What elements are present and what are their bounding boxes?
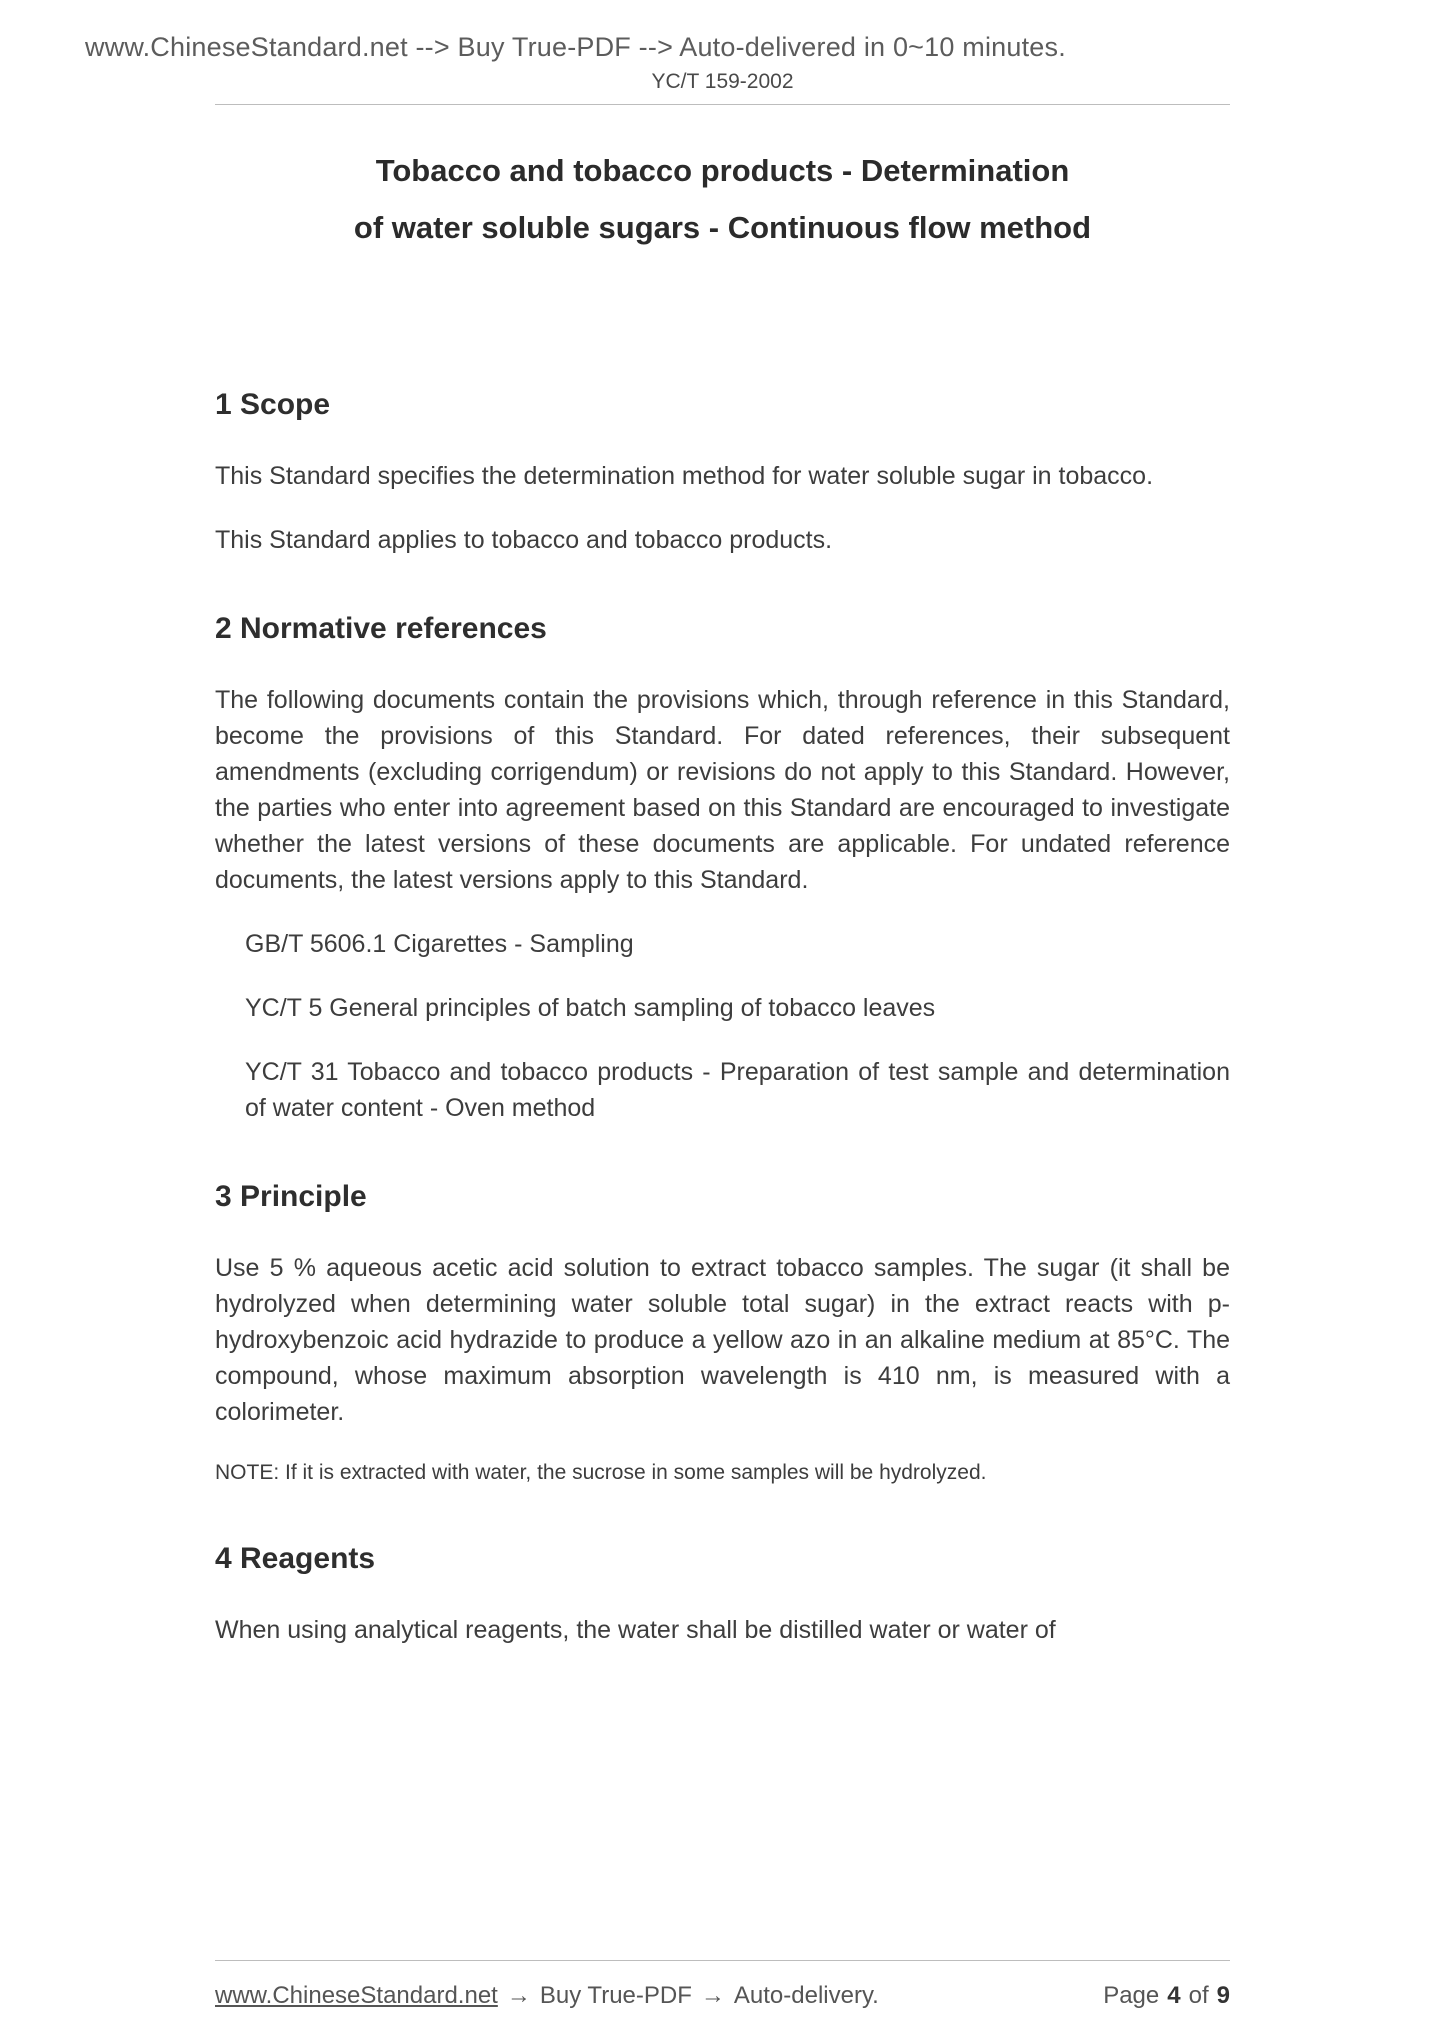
footer-site-link[interactable]: www.ChineseStandard.net (215, 1982, 498, 2009)
page-label: Page (1103, 1982, 1160, 2009)
document-title-line2: of water soluble sugars - Continuous flow method (353, 210, 1092, 245)
section-heading-reagents: 4 Reagents (215, 1542, 376, 1575)
reference-item-yct-5: YC/T 5 General principles of batch sampling of tobacco leaves (245, 994, 936, 1022)
page-current-number: 4 (1167, 1982, 1181, 2009)
title-spacer (215, 256, 1230, 334)
section-heading-scope: 1 Scope (215, 388, 331, 421)
footer-divider (215, 1960, 1230, 1961)
standard-number: YC/T 159-2002 (651, 70, 794, 93)
arrow-right-icon: → (506, 1982, 531, 2009)
reference-item-yct-31: YC/T 31 Tobacco and tobacco products - Preparation of test sample and determination of water content - Oven method (245, 1058, 1230, 1122)
document-title (215, 142, 1230, 256)
normative-paragraph: The following documents contain the provisions which, through reference in this Standard, become the provisions of this Standard. For dated references, their subsequent amendments (excluding corrigendum) or revisions do not apply to this Standard. However, the parties who enter into agreement based on this Standard are encouraged to investigate whether the latest versions of these documents are applicable. For undated reference documents, the latest versions apply to this Standard. (215, 686, 1230, 894)
footer-buy-text: Buy True-PDF (539, 1982, 692, 2009)
page-footer (215, 1982, 1230, 2010)
scope-paragraph-2: This Standard applies to tobacco and tobacco products. (215, 526, 833, 554)
arrow-right-icon: → (700, 1982, 725, 2009)
footer-delivery-text: Auto-delivery. (733, 1982, 879, 2009)
section-heading-normative-references: 2 Normative references (215, 612, 547, 645)
scope-paragraph-1: This Standard specifies the determination method for water soluble sugar in tobacco. (215, 462, 1154, 490)
purchase-banner: www.ChineseStandard.net --> Buy True-PDF --> Auto-delivered in 0~10 minutes. (85, 32, 1066, 62)
section-heading-principle: 3 Principle (215, 1180, 367, 1213)
reagents-paragraph: When using analytical reagents, the water shall be distilled water or water of (215, 1616, 1056, 1644)
page-of-label: of (1188, 1982, 1209, 2009)
principle-paragraph: Use 5 % aqueous acetic acid solution to extract tobacco samples. The sugar (it shall be hydrolyzed when determining water soluble total sugar) in the extract reacts with p-hydroxybenzoic acid hydrazide to produce a yellow azo in an alkaline medium at 85°C. The compound, whose maximum absorption wavelength is 410 nm, is measured with a colorimeter. (215, 1254, 1230, 1426)
document-title-line1: Tobacco and tobacco products - Determination (375, 153, 1070, 188)
footer-purchase-line (215, 1982, 879, 2010)
document-body (215, 104, 1230, 1676)
reference-item-gbt-5606: GB/T 5606.1 Cigarettes - Sampling (245, 930, 634, 958)
page-indicator (1103, 1982, 1230, 2010)
note-text: NOTE: If it is extracted with water, the sucrose in some samples will be hydrolyzed. (215, 1461, 987, 1484)
page-total-number: 9 (1216, 1982, 1230, 2009)
